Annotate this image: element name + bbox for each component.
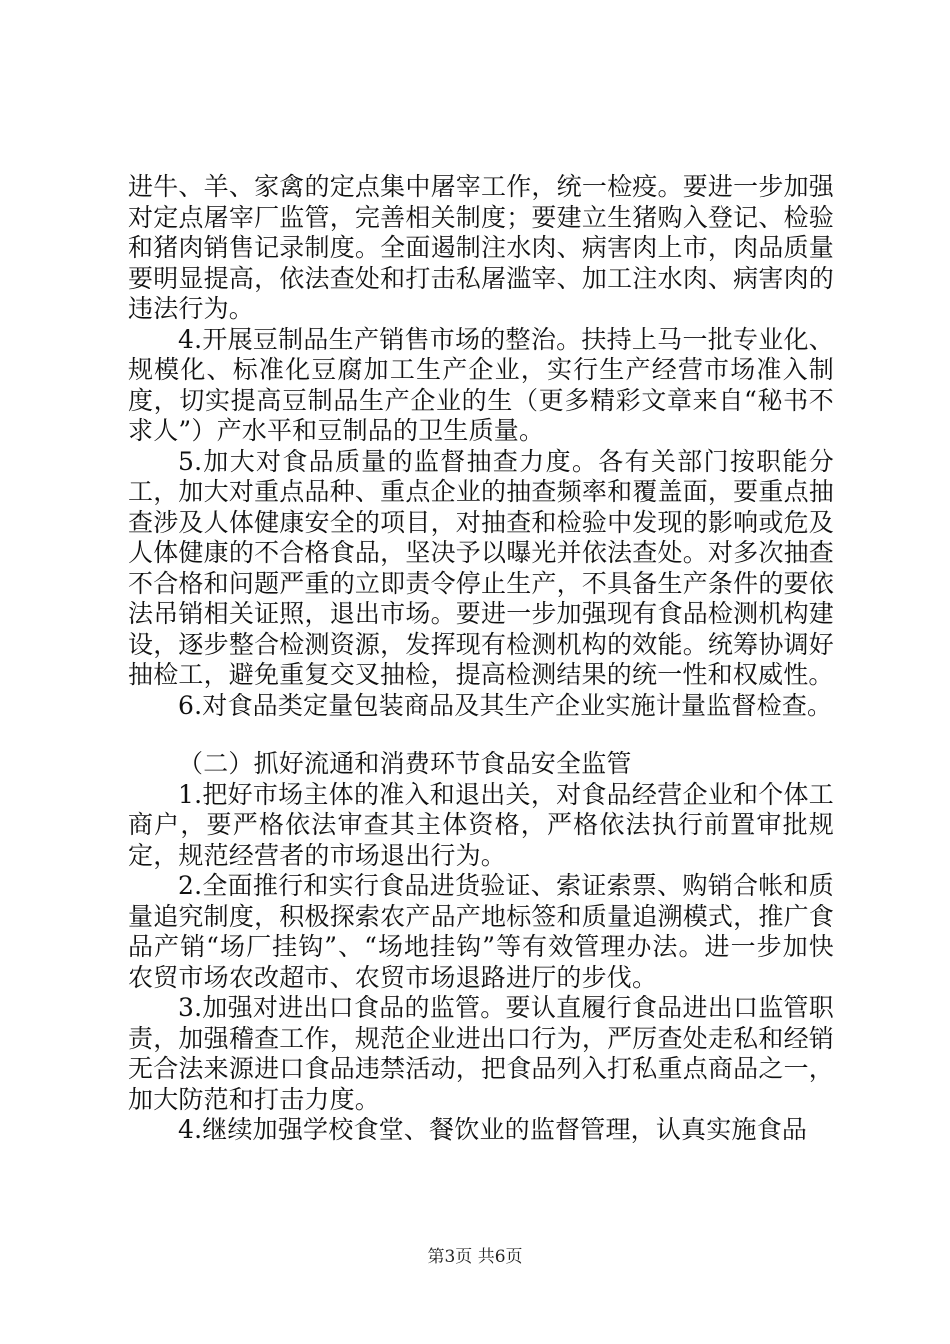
paragraph-item-5-quality-inspection: 5.加大对食品质量的监督抽查力度。各有关部门按职能分工，加大对重点品种、重点企业的抽查频率和覆盖面，要重点抽查涉及人体健康安全的项目，对抽查和检验中发现的影响或危及人体健康的不合格食品，坚决予以曝光并依法查处。对多次抽查不合格和问题严重的立即责令停止生产，不具备生产条件的要依法吊销相关证照，退出市场。要进一步加强现有食品检测机构建设，逐步整合检测资源，发挥现有检测机构的效能。统筹协调好抽检工，避免重复交叉抽检，提高检测结果的统一性和权威性。 [128,446,834,689]
page-number-footer: 第3页 共6页 [427,1247,523,1267]
document-body [128,172,834,1146]
paragraph-item-3-import-export: 3.加强对进出口食品的监管。要认直履行食品进出口监管职责，加强稽查工作，规范企业进出口行为，严厉查处走私和经销无合法来源进口食品违禁活动，把食品列入打私重点商品之一，加大防范和打击力度。 [128,993,834,1114]
paragraph-item-4-canteens: 4.继续加强学校食堂、餐饮业的监督管理，认真实施食品 [178,1115,808,1144]
paragraph-item-2-traceability: 2.全面推行和实行食品进货验证、索证索票、购销合帐和质量追究制度，积极探索农产品产地标签和质量追溯模式，推广食品产销“场厂挂钩”、“场地挂钩”等有效管理办法。进一步加快农贸市场农改超市、农贸市场退路进厅的步伐。 [128,871,834,992]
paragraph-item-6-metrology: 6.对食品类定量包装商品及其生产企业实施计量监督检查。 [178,690,833,720]
paragraph-item-1-market-entry: 1.把好市场主体的准入和退出关，对食品经营企业和个体工商户，要严格依法审查其主体资格，严格依法执行前置审批规定，规范经营者的市场退出行为。 [128,779,834,870]
paragraph-slaughter-continued: 进牛、羊、家禽的定点集中屠宰工作，统一检疫。要进一步加强对定点屠宰厂监管，完善相关制度；要建立生猪购入登记、检验和猪肉销售记录制度。全面遏制注水肉、病害肉上市，肉品质量要明显提高，依法查处和打击私屠滥宰、加工注水肉、病害肉的违法行为。 [128,172,834,323]
paragraph-item-4-soy-products: 4.开展豆制品生产销售市场的整治。扶持上马一批专业化、规模化、标准化豆腐加工生产企业，实行生产经营市场准入制度，切实提高豆制品生产企业的生（更多精彩文章来自“秘书不求人”）产水平和豆制品的卫生质量。 [128,324,834,445]
section-heading-circulation: （二）抓好流通和消费环节食品安全监管 [178,749,632,778]
